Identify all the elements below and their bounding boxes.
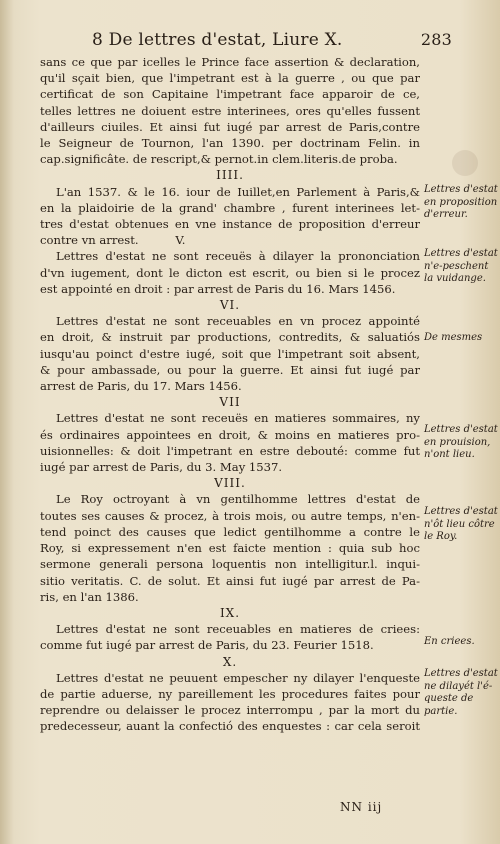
text-line: d'vn iugement, dont le dicton est escrit, ou bien si le procez [40,265,420,280]
text-line: sermone generali persona loquentis non intelligitur.l. inqui- [40,557,420,572]
margin-note: De mesmes [424,332,483,343]
section-number: VIII. [214,476,246,491]
text-line: uisionnelles: & doit l'impetrant en estre debouté: comme fut [40,443,420,458]
section-number: VI. [219,298,241,313]
text-line: comme fut iugé par arrest de Paris, du 23. Feurier 1518. [40,638,374,653]
paper-stain [452,150,478,176]
paragraph-9 [40,621,420,653]
text-line: iugé par arrest de Paris, du 3. May 1537. [40,460,283,475]
text-line: Le Roy octroyant à vn gentilhomme lettres d'estat de [56,492,420,507]
margin-note: Lettres d'estat n'ôt lieu côtre le Roy. [424,506,498,542]
main-text [40,54,420,735]
text-line: est appointé en droit : par arrest de Paris du 16. Mars 1456. [40,281,396,296]
section-number: IX. [219,605,241,620]
text-line: en droit, & instruit par productions, contredits, & saluatiós [40,330,420,345]
text-line: iusqu'au poinct d'estre iugé, soit que l'impetrant soit absent, [40,346,420,361]
section-number: IIII. [216,168,244,183]
running-title: 8 De lettres d'estat, Liure X. [92,30,343,50]
text-line: predecesseur, auant la confectió des enquestes : car cela seroit [40,719,420,734]
margin-note: En criees. [424,636,475,647]
paragraph-4 [40,184,420,249]
text-line: qu'il sçait bien, que l'impetrant est à la guerre , ou que par [40,71,420,86]
text-line: tend poinct des causes que ledict gentilhomme a contre le [40,524,420,539]
text-line: Lettres d'estat ne sont receuës à dilayer la prononciation [56,249,420,264]
text-line: telles lettres ne doiuent estre interinees, ores qu'elles fussent [40,103,420,118]
text-line: sitio veritatis. C. de solut. Et ainsi fut iugé par arrest de Pa- [40,573,420,588]
text-line: cap.significâte. de rescript,& pernot.in clem.literis.de proba. [40,152,398,167]
text-line: és ordinaires appointees en droit, & moins en matieres pro- [40,427,420,442]
text-line: de partie aduerse, ny pareillement les procedures faites pour [40,686,420,701]
section-number: VII [219,395,241,410]
page-number: 283 [420,30,452,49]
running-header [92,30,452,50]
text-line: Lettres d'estat ne peuuent empescher ny dilayer l'enqueste [56,670,420,685]
text-line: L'an 1537. & le 16. iour de Iuillet,en Parlement à Paris,& [56,184,420,199]
paragraph-7 [40,410,420,475]
text-line: Lettres d'estat ne sont receuables en matieres de criees: [56,622,420,637]
text-line: arrest de Paris, du 17. Mars 1456. [40,379,242,394]
text-line: reprendre ou delaisser le procez interrompu , par la mort du [40,703,420,718]
paragraph-8 [40,491,420,604]
text-line: le Seigneur de Tournon, l'an 1390. per doctrinam Felin. in [40,136,420,151]
signature-mark: NN iij [340,800,383,814]
text-line: certificat de son Capitaine l'impetrant face apparoir de ce, [40,87,420,102]
text-line: toutes ses causes & procez, à trois mois, ou autre temps, n'en- [40,508,420,523]
text-line: d'ailleurs ciuiles. Et ainsi fut iugé par arrest de Paris,contre [40,119,420,134]
paragraph-10 [40,670,420,735]
paragraph-6 [40,313,420,394]
text-line: ris, en l'an 1386. [40,589,139,604]
margin-note: Lettres d'estat ne dilayét l'é-queste de partie. [424,668,498,717]
text-line: contre vn arrest. V. [40,233,186,248]
margin-note: Lettres d'estat n'e-peschent la vuidange. [424,248,498,284]
text-line: & pour ambassade, ou pour la guerre. Et ainsi fut iugé par [40,362,420,377]
text-line: Lettres d'estat ne sont receuables en vn procez appointé [56,314,420,329]
section-number: X. [222,654,238,669]
margin-note: Lettres d'estat en prouision, n'ont lieu. [424,424,498,460]
text-line: Lettres d'estat ne sont receuës en matieres sommaires, ny [56,411,420,426]
text-line: sans ce que par icelles le Prince face assertion & declaration, [40,55,420,69]
text-line: tres d'estat obtenues en vne instance de proposition d'erreur [40,217,420,232]
text-line: en la plaidoirie de la grand' chambre , furent interinees let- [40,200,420,215]
paragraph-continued [40,54,420,167]
paragraph-5 [40,248,420,297]
text-line: Roy, si expressement n'en est faicte mention : quia sub hoc [40,541,420,556]
margin-note: Lettres d'estat en proposition d'erreur. [424,184,498,220]
